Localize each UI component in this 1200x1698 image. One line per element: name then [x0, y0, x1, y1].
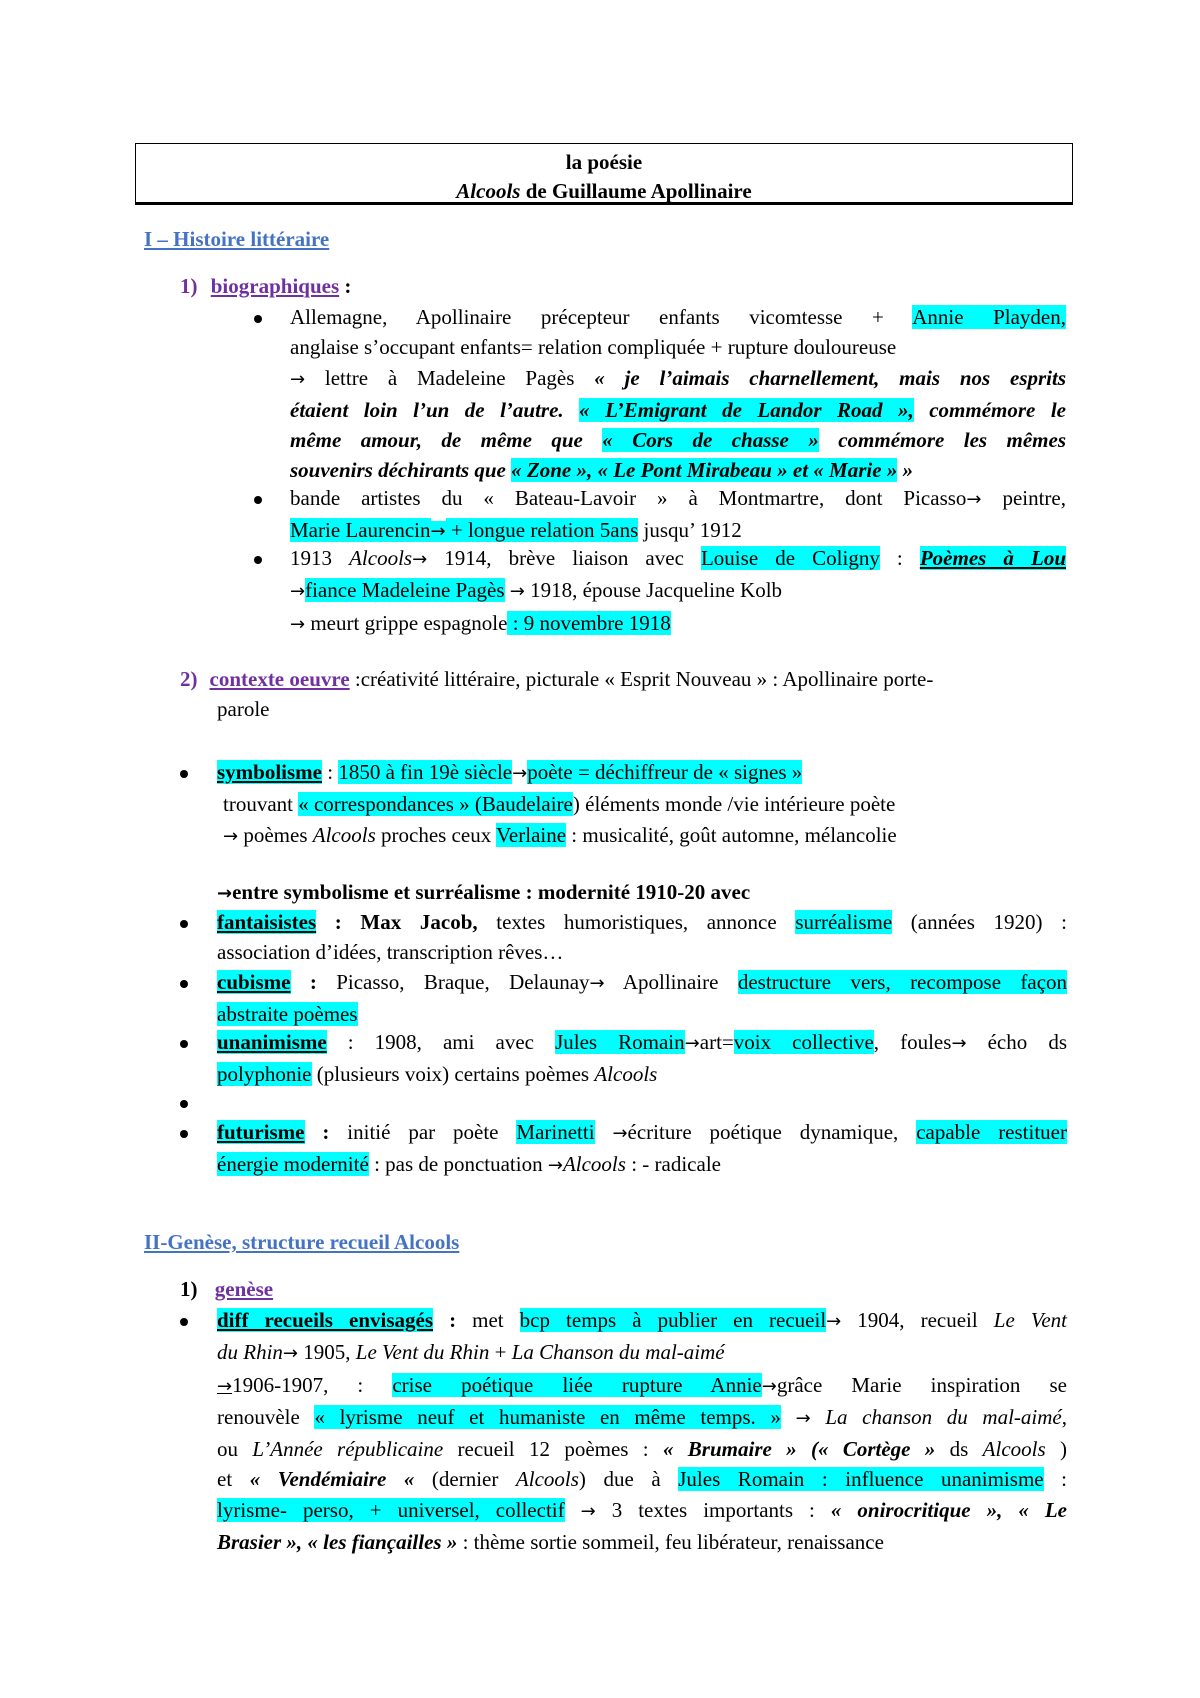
unan-line1: [217, 1027, 1067, 1059]
bio-bullet-1: [290, 302, 1066, 486]
arrow-icon: →: [290, 613, 306, 635]
text: :: [316, 910, 342, 934]
highlight: polyphonie: [217, 1062, 312, 1087]
italic-title: La Chanson du mal-aimé: [511, 1340, 725, 1365]
poem-title: « Vendémiaire «: [249, 1467, 415, 1492]
arrow-icon: →: [966, 489, 982, 510]
text: :: [290, 970, 317, 994]
poem-title: « onirocritique », « Le: [830, 1497, 1067, 1522]
highlight: : 9 novembre 1918: [507, 610, 671, 635]
text: 1914, brève liaison avec: [427, 546, 701, 570]
highlight: Jules Romain: [555, 1030, 685, 1054]
fant-line1: [217, 907, 1067, 937]
sub-colon: :: [339, 274, 352, 298]
gen-line5: [217, 1434, 1067, 1464]
text: : pas de ponctuation: [368, 1152, 548, 1177]
bio-b1-line3: [290, 363, 1066, 395]
fantaisistes-item: [217, 907, 1067, 968]
sub-label: biographiques: [210, 274, 340, 298]
poem-title: « Brumaire » (« Cortège »: [662, 1437, 936, 1462]
bullet-icon: [180, 1100, 188, 1108]
italic-title: Le Vent: [993, 1308, 1067, 1332]
sub-label: contexte oeuvre: [209, 667, 350, 691]
quote: commémore les mêmes: [818, 428, 1066, 453]
bullet-icon: [254, 315, 262, 323]
text: peintre,: [981, 486, 1066, 510]
gen-line4: [217, 1402, 1067, 1434]
text: ) due à: [578, 1467, 679, 1492]
text: ou: [217, 1437, 253, 1462]
bullet-icon: [180, 920, 188, 928]
text: et: [217, 1467, 250, 1492]
italic-title: Alcools: [312, 822, 376, 847]
italic-title: Alcools: [562, 1152, 626, 1177]
highlight: + longue relation 5ans: [445, 518, 639, 543]
bullet-icon: [180, 1040, 188, 1048]
quote: commémore le: [913, 397, 1067, 422]
arrow-icon: →: [430, 521, 446, 543]
gen-line2: [217, 1337, 1067, 1369]
text: : musicalité, goût automne, mélancolie: [566, 822, 897, 847]
term: cubisme: [217, 970, 291, 994]
sub-num: 1): [180, 274, 198, 298]
highlight: « L’Emigrant de Landor Road »,: [579, 397, 914, 422]
text: :créativité littéraire, picturale « Esprit Nouveau » : Apollinaire porte-: [349, 667, 934, 691]
text: lettre à Madeleine Pagès: [305, 365, 595, 390]
text: initié par poète: [329, 1120, 517, 1144]
contexte-line2: parole: [217, 697, 270, 722]
text: textes humoristiques, annonce: [477, 910, 796, 934]
bullet-icon: [180, 980, 188, 988]
sub-label: genèse: [214, 1277, 274, 1301]
gen-line6: [217, 1464, 1067, 1494]
symb-line3: [217, 820, 1067, 852]
text: ,: [1061, 1404, 1067, 1429]
arrow-icon: →: [509, 581, 525, 603]
contexte-line1: [180, 664, 1066, 694]
quote: »: [897, 458, 914, 483]
text: 1906-1907, :: [232, 1372, 393, 1397]
bio-b3-line1: [290, 543, 1066, 575]
arrow-icon: →: [795, 1407, 811, 1429]
arrow-icon: →: [290, 581, 306, 603]
highlight: « lyrisme neuf et humaniste en même temps. »: [314, 1404, 781, 1429]
sub-num: 1): [180, 1277, 198, 1301]
bio-b2-line1: [290, 483, 1066, 515]
bullet-icon: [180, 770, 188, 778]
text: renouvèle: [217, 1404, 315, 1429]
term: unanimisme: [217, 1030, 327, 1054]
text: : - radicale: [625, 1152, 721, 1177]
highlight: Jules Romain : influence unanimisme: [678, 1467, 1044, 1492]
fut-line1: [217, 1117, 1067, 1149]
text: grâce Marie inspiration se: [776, 1372, 1068, 1397]
text: :: [1043, 1467, 1068, 1492]
text: meurt grippe espagnole: [305, 610, 508, 635]
bullet-icon: [254, 496, 262, 504]
arrow-icon: →: [684, 1033, 700, 1054]
highlight: Annie Playden,: [912, 305, 1066, 329]
highlight: 1850 à fin 19è siècle: [338, 760, 513, 784]
text: :: [433, 1308, 457, 1332]
italic-title: du Rhin: [217, 1340, 283, 1365]
highlight: bcp temps à publier en recueil: [519, 1308, 827, 1332]
italic-title: Alcools: [349, 546, 413, 570]
bullet-icon: [254, 556, 262, 564]
term: fantaisistes: [217, 910, 317, 934]
unan-line2: [217, 1059, 1067, 1089]
subsection-biographiques: [180, 274, 351, 299]
title-box: [135, 143, 1073, 205]
title-author: de Guillaume Apollinaire: [520, 179, 752, 203]
between-line: [217, 877, 1067, 909]
highlight: « Cors de chasse »: [602, 428, 819, 453]
text: 1905,: [298, 1340, 356, 1365]
cubisme-item: [217, 967, 1067, 1030]
quote: étaient loin l’un de l’autre.: [290, 397, 580, 422]
quote: souvenirs déchirants que: [290, 458, 512, 483]
italic-title: Alcools: [515, 1467, 579, 1492]
text: [781, 1405, 796, 1429]
subsection-genese: [180, 1277, 273, 1302]
symbolisme-item: [217, 757, 1067, 852]
section-1-heading: I – Histoire littéraire: [144, 227, 330, 251]
bullet-icon: [180, 1130, 188, 1138]
text: , foules: [873, 1030, 952, 1054]
gen-line8: [217, 1527, 1067, 1557]
fant-line2: association d’idées, transcription rêves…: [217, 940, 564, 965]
text: Picasso, Braque, Delaunay: [316, 970, 590, 994]
highlight: « correspondances » (Baudelaire: [298, 792, 573, 817]
title-line-1: la poésie: [565, 150, 643, 174]
italic-title: L’Année républicaine: [252, 1437, 444, 1462]
unanimisme-item: [217, 1027, 1067, 1090]
highlight: surréalisme: [795, 910, 893, 934]
bio-bullet-3: [290, 543, 1066, 640]
highlight: Marinetti: [516, 1120, 595, 1144]
arrow-icon: →: [612, 1123, 628, 1144]
bullet-icon: [180, 1318, 188, 1326]
text: 1918, épouse Jacqueline Kolb: [524, 578, 783, 603]
text: proches ceux: [375, 822, 497, 847]
text: poèmes: [238, 822, 313, 847]
quote: « je l’aimais charnellement, mais nos esprits: [594, 365, 1066, 390]
arrow-icon: →: [217, 883, 233, 904]
arrow-icon: →: [217, 1375, 233, 1397]
cub-line2: [217, 999, 1067, 1029]
bio-b1-line4: [290, 395, 1066, 425]
genese-item: [217, 1305, 1067, 1557]
text: trouvant: [223, 792, 299, 817]
arrow-icon: →: [282, 1343, 299, 1365]
symb-line1: [217, 757, 1067, 789]
arrow-icon: →: [826, 1311, 842, 1332]
bio-b3-line2: [290, 575, 1066, 607]
arrow-icon: →: [761, 1375, 777, 1397]
futurisme-item: [217, 1117, 1067, 1182]
text: recueil 12 poèmes :: [443, 1437, 663, 1462]
italic-title: Alcools: [594, 1062, 658, 1087]
arrow-icon: →: [547, 1155, 563, 1177]
arrow-icon: →: [951, 1033, 967, 1054]
text: : thème sortie sommeil, feu libérateur, renaissance: [457, 1530, 884, 1555]
italic-title: Le Vent du Rhin: [355, 1340, 490, 1365]
bio-bullet-2: [290, 483, 1066, 548]
sub-num: 2): [180, 667, 198, 691]
highlight: abstraite poèmes: [217, 1002, 358, 1027]
quote: même amour, de même que: [290, 428, 603, 453]
term: diff recueils envisagés: [217, 1308, 434, 1332]
arrow-icon: →: [412, 549, 428, 570]
highlight: poète = déchiffreur de « signes »: [527, 760, 803, 784]
text: écho ds: [966, 1030, 1067, 1054]
text: ): [1045, 1437, 1067, 1462]
term: futurisme: [217, 1120, 305, 1144]
text: ) éléments monde /vie intérieure poète: [572, 792, 896, 817]
highlight: fiance Madeleine Pagès: [305, 578, 505, 603]
section-2-heading: II-Genèse, structure recueil Alcools: [144, 1230, 460, 1254]
highlight: capable restituer: [916, 1120, 1067, 1144]
text: bande artistes du « Bateau-Lavoir » à Montmartre, dont Picasso: [290, 486, 967, 510]
highlight: voix collective: [733, 1030, 874, 1054]
text: art=: [699, 1030, 734, 1054]
highlight: Louise de Coligny: [700, 546, 880, 570]
term: symbolisme: [217, 760, 322, 784]
highlight: destructure vers, recompose façon: [737, 970, 1068, 994]
text: (années 1920) :: [892, 910, 1067, 934]
bio-b3-line3: [290, 608, 1066, 640]
text: Allemagne, Apollinaire précepteur enfants vicomtesse +: [290, 305, 913, 329]
text: écriture poétique dynamique,: [627, 1120, 917, 1144]
bio-b1-line5: [290, 425, 1066, 455]
text: : 1908, ami avec: [326, 1030, 556, 1054]
highlight: crise poétique liée rupture Annie: [392, 1372, 762, 1397]
title-line-2: [136, 177, 1072, 206]
cub-line1: [217, 967, 1067, 999]
poem-title: Brasier », « les fiançailles »: [217, 1530, 458, 1555]
text: :: [322, 760, 339, 784]
arrow-icon: →: [512, 763, 528, 784]
text: 1904, recueil: [841, 1308, 994, 1332]
text: ds: [935, 1437, 983, 1462]
text: met: [456, 1308, 520, 1332]
text: 3 textes importants :: [595, 1497, 831, 1522]
text: Max Jacob,: [341, 910, 478, 934]
italic-title: Alcools: [982, 1437, 1046, 1462]
title-alcools: Alcools: [456, 179, 521, 203]
text: :: [304, 1120, 330, 1144]
text: entre symbolisme et surréalisme : modernité 1910-20 avec: [232, 880, 751, 904]
text: jusqu’ 1912: [638, 518, 742, 543]
highlight: Marie Laurencin: [290, 518, 431, 543]
text: +: [489, 1340, 512, 1365]
gen-line3: [217, 1370, 1067, 1402]
highlight: Poèmes à Lou: [919, 546, 1067, 570]
text: Apollinaire: [604, 970, 738, 994]
arrow-icon: →: [580, 1500, 596, 1522]
highlight: lyrisme- perso, + universel, collectif: [217, 1497, 565, 1522]
arrow-icon: →: [223, 825, 239, 847]
bio-b1-line6: [290, 455, 1066, 485]
symb-line2: [217, 789, 1067, 819]
gen-line1: [217, 1305, 1067, 1337]
bio-b1-line2: anglaise s’occupant enfants= relation compliquée + rupture douloureuse: [290, 335, 897, 360]
italic-title: La chanson du mal-aimé: [825, 1404, 1062, 1429]
between-text: [217, 877, 1067, 909]
text: (dernier: [414, 1467, 516, 1492]
text: 1913: [290, 546, 350, 570]
highlight: énergie modernité: [217, 1152, 369, 1177]
text: :: [879, 546, 920, 570]
arrow-icon: →: [589, 973, 605, 994]
subsection-contexte: [180, 664, 1066, 725]
arrow-icon: →: [290, 368, 306, 390]
text: (plusieurs voix) certains poèmes: [311, 1062, 595, 1087]
highlight: Verlaine: [496, 822, 567, 847]
bio-b1-line1: [290, 302, 1066, 332]
fut-line2: [217, 1149, 1067, 1181]
highlight: « Zone », « Le Pont Mirabeau » et « Marie »: [511, 458, 898, 483]
gen-line7: [217, 1495, 1067, 1527]
